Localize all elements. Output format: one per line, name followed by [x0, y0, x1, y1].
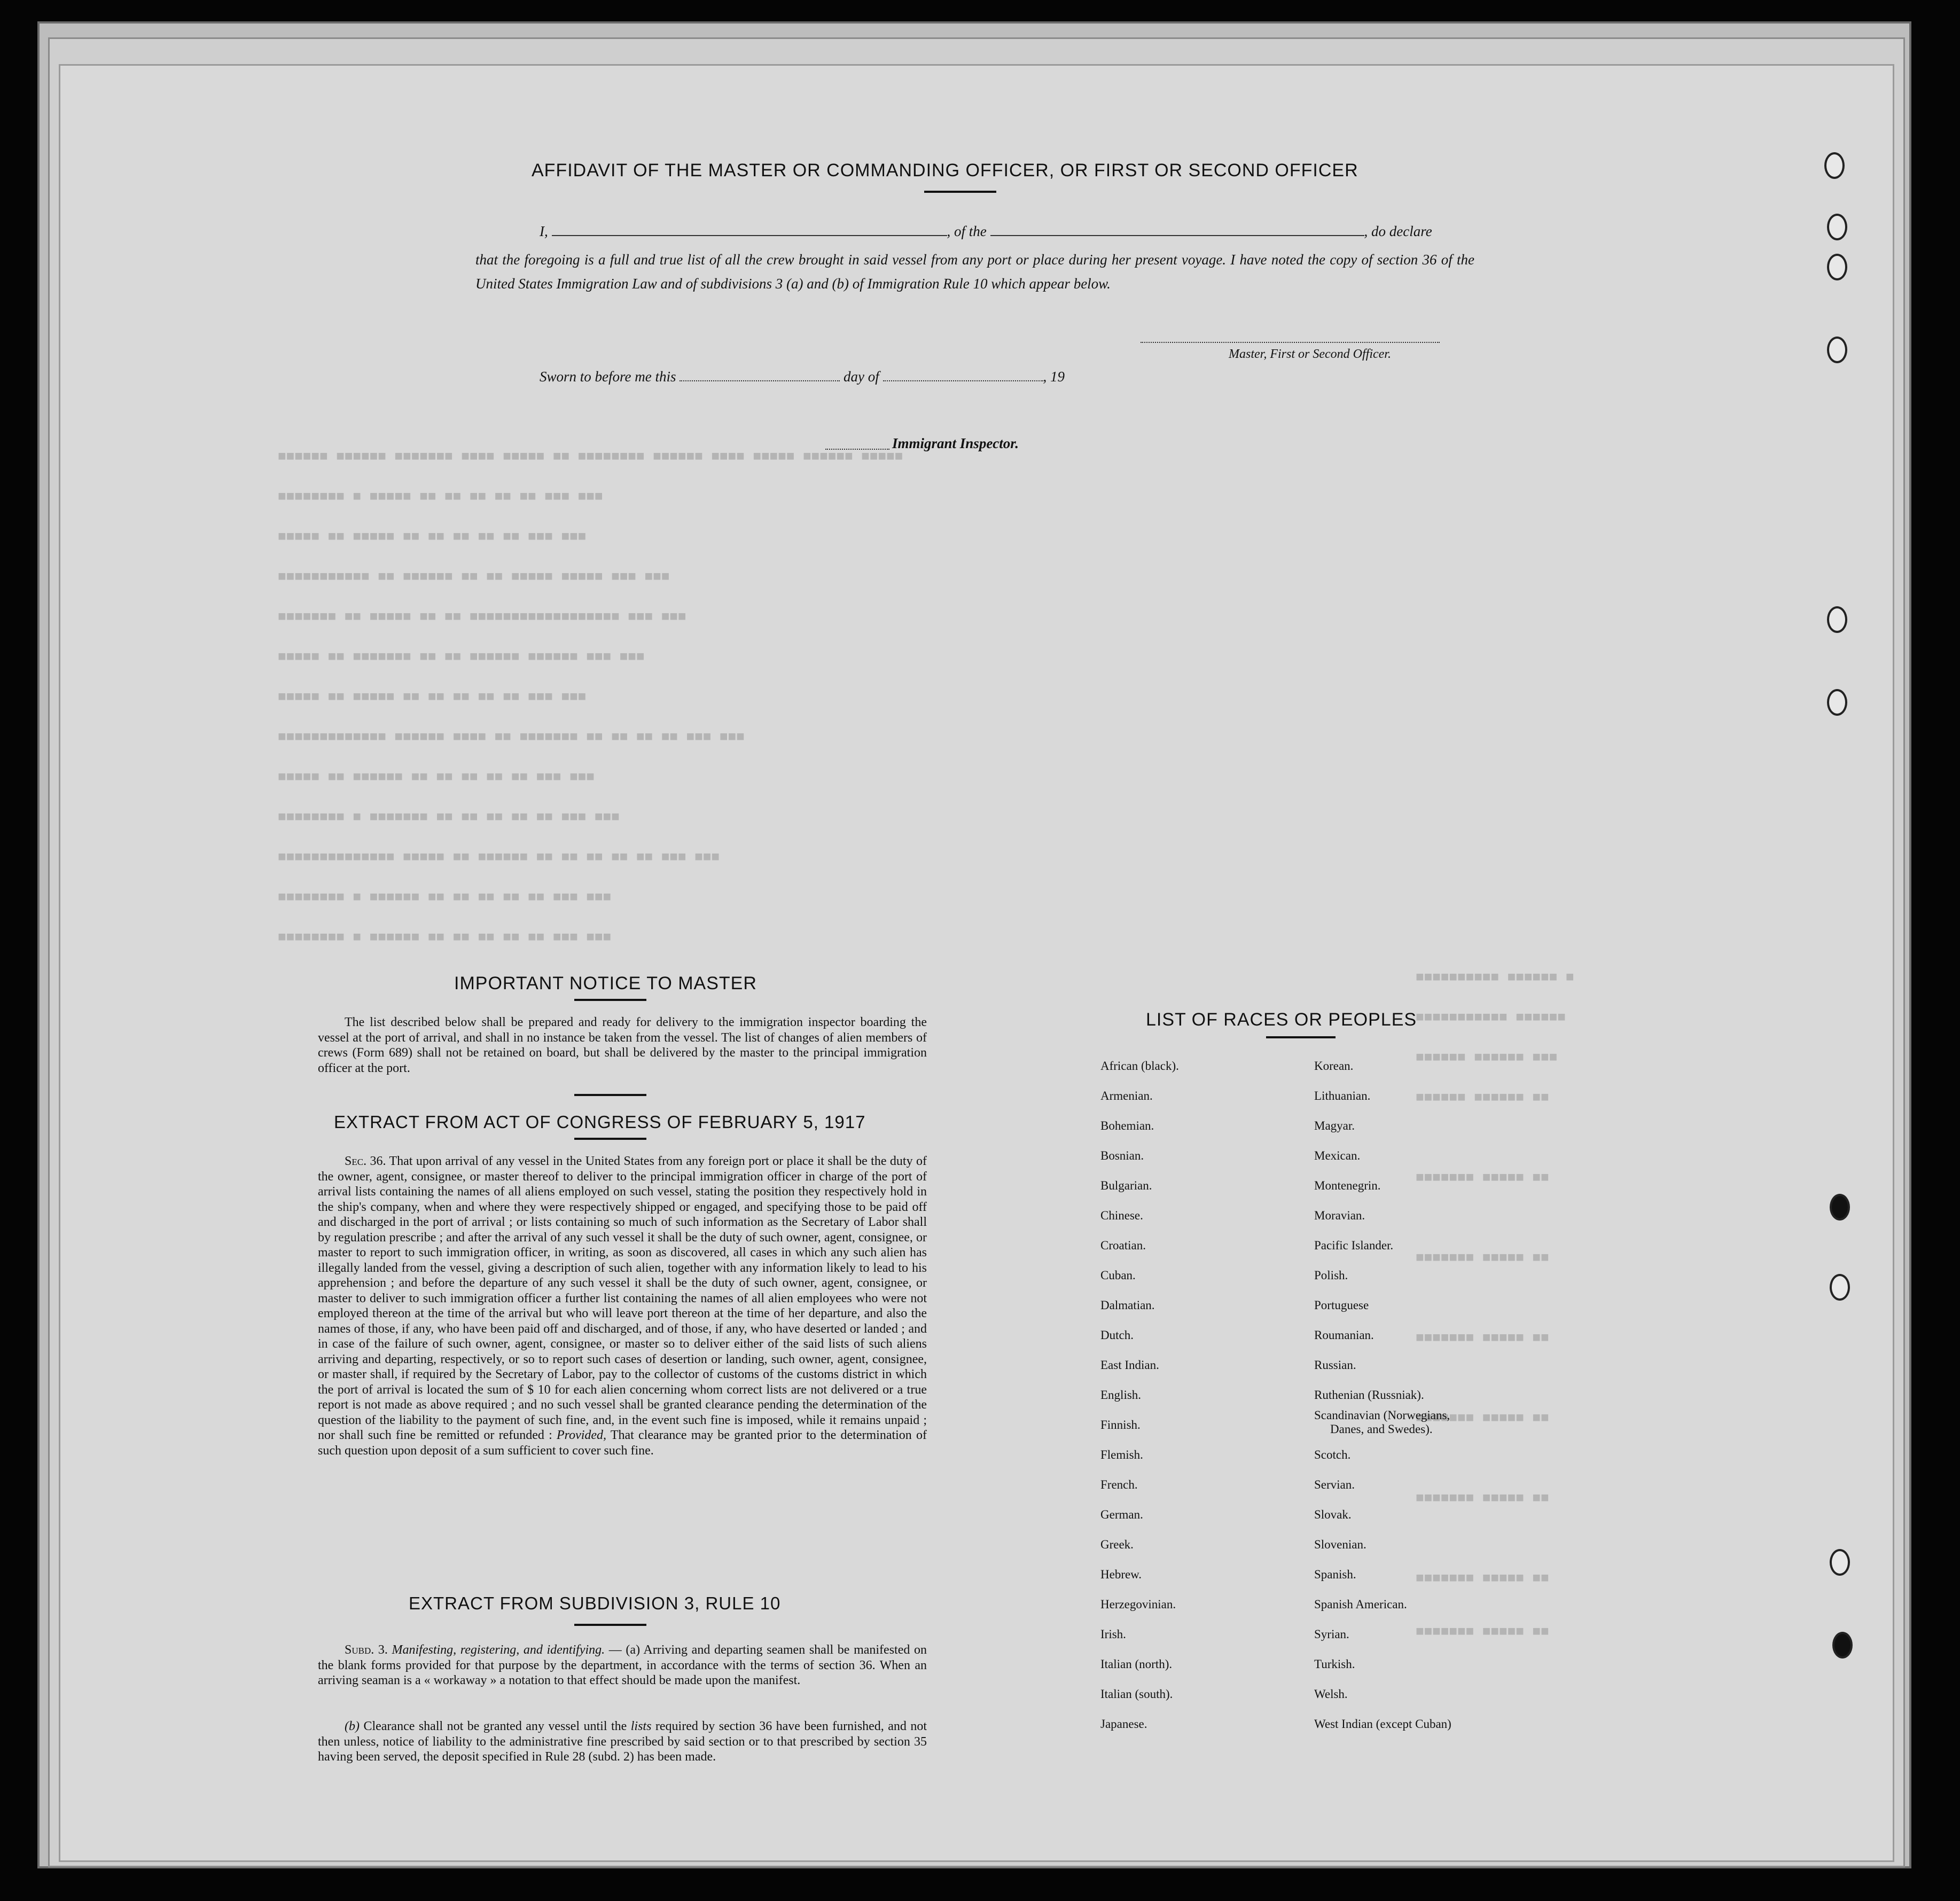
race-right-item: Scandinavian (Norwegians,: [1314, 1409, 1450, 1422]
race-right-item: Slovenian.: [1314, 1538, 1366, 1551]
year-label: , 19: [1043, 369, 1065, 385]
inspector-signature-line[interactable]: [825, 449, 889, 450]
race-left-item: Japanese.: [1100, 1717, 1147, 1731]
rule-title: EXTRACT FROM SUBDIVISION 3, RULE 10: [409, 1593, 781, 1613]
day-of-label: day of: [844, 369, 879, 385]
race-right-item: Scotch.: [1314, 1448, 1351, 1461]
race-left-item: Flemish.: [1100, 1448, 1143, 1461]
act-title-rule: [574, 1138, 646, 1140]
race-left-item: German.: [1100, 1508, 1143, 1521]
binder-hole: [1827, 337, 1847, 363]
race-right-item: Lithuanian.: [1314, 1089, 1371, 1102]
rule-para-b: [318, 1719, 927, 1765]
subd-b-label: (b): [345, 1719, 360, 1733]
race-left-item: Dutch.: [1100, 1328, 1134, 1342]
race-left-item: African (black).: [1100, 1059, 1179, 1073]
race-left-item: Irish.: [1100, 1628, 1126, 1641]
notice-title: IMPORTANT NOTICE TO MASTER: [454, 973, 757, 993]
race-left-item: English.: [1100, 1388, 1142, 1402]
act-title: EXTRACT FROM ACT OF CONGRESS OF FEBRUARY 5, 1917: [334, 1112, 866, 1132]
race-right-item: Pacific Islander.: [1314, 1239, 1394, 1252]
act-rule: [574, 1094, 646, 1096]
binder-hole: [1827, 606, 1847, 633]
race-left-item: Cuban.: [1100, 1269, 1136, 1282]
act-body: [318, 1154, 927, 1458]
race-right-item: Magyar.: [1314, 1119, 1355, 1132]
binder-hole: [1830, 1194, 1850, 1221]
subd-b-lists: lists: [630, 1719, 652, 1733]
race-right-item: Roumanian.: [1314, 1328, 1374, 1342]
race-right-item: Moravian.: [1314, 1209, 1365, 1222]
sec-label: Sec. 36.: [345, 1154, 386, 1168]
race-right-item: Spanish American.: [1314, 1598, 1407, 1611]
race-right-item: Polish.: [1314, 1269, 1348, 1282]
race-left-item: Bulgarian.: [1100, 1179, 1152, 1192]
subd-a-label: — (a): [608, 1643, 641, 1657]
race-left-item: East Indian.: [1100, 1358, 1159, 1372]
subd-b-body-1: Clearance shall not be granted any vessel until the: [363, 1719, 627, 1733]
title-rule: [924, 191, 996, 193]
provided-label: Provided,: [556, 1428, 607, 1442]
notice-rule: [574, 999, 646, 1001]
act-text-end: That clearance may be granted prior to the determination of such question upon deposit of a sum sufficient to cover such fine.: [318, 1428, 927, 1458]
race-right-item: Spanish.: [1314, 1568, 1356, 1581]
sworn-label: Sworn to before me this: [540, 369, 676, 385]
rule-para-a: [318, 1642, 927, 1688]
binder-hole: [1824, 152, 1845, 179]
binder-hole: [1830, 1274, 1850, 1301]
sworn-day-field[interactable]: [680, 380, 840, 381]
race-right-item: Ruthenian (Russniak).: [1314, 1388, 1424, 1402]
subd-b-body-2: required by section 36 have been furnished, and not then unless, notice of liability to the administrative fine prescribed by said section or to that prescribed by section 35 having been served, the deposit specified in Rule 28 (subd. 2) has been made.: [318, 1719, 927, 1764]
race-left-item: Hebrew.: [1100, 1568, 1142, 1581]
sworn-month-field[interactable]: [883, 380, 1043, 381]
race-left-item: Croatian.: [1100, 1239, 1146, 1252]
race-right-item: Korean.: [1314, 1059, 1354, 1073]
declaration-line: [540, 223, 1432, 240]
rule-title-rule: [574, 1624, 646, 1626]
race-left-item: Dalmatian.: [1100, 1298, 1155, 1312]
race-right-item-cont: Danes, and Swedes).: [1330, 1422, 1433, 1436]
race-right-item: Portuguese: [1314, 1298, 1369, 1312]
subd-label: Subd. 3.: [345, 1643, 388, 1657]
race-left-item: Armenian.: [1100, 1089, 1153, 1102]
binder-hole: [1827, 254, 1847, 280]
race-right-item: Slovak.: [1314, 1508, 1352, 1521]
sworn-line: [540, 369, 1065, 385]
race-left-item: French.: [1100, 1478, 1138, 1491]
master-signature-label: Master, First or Second Officer.: [1229, 347, 1391, 361]
races-title: LIST OF RACES OR PEOPLES: [1146, 1010, 1417, 1030]
subd-a-body: Arriving and departing seamen shall be manifested on the blank forms provided for that purpose by the department, in accordance with the terms of section 36. When an arriving seaman is a « workaway » a notation to that effect should be made upon the manifest.: [318, 1643, 927, 1687]
races-rule: [1266, 1036, 1336, 1038]
race-left-item: Bohemian.: [1100, 1119, 1154, 1132]
notice-body: The list described below shall be prepared and ready for delivery to the immigration inspector boarding the vessel at the port of arrival, and shall in no instance be taken from the vessel. The list of changes of alien members of crews (Form 689) shall not be retained on board, but shall be delivered by the master to the principal immigration officer at the port.: [318, 1015, 927, 1075]
inspector-label: Immigrant Inspector.: [892, 435, 1019, 451]
binder-hole: [1827, 214, 1847, 240]
declare-label: , do declare: [1364, 223, 1432, 239]
race-right-item: Syrian.: [1314, 1628, 1349, 1641]
race-left-item: Chinese.: [1100, 1209, 1143, 1222]
subd-heading: Manifesting, registering, and identifying.: [392, 1643, 605, 1657]
affidavit-body: that the foregoing is a full and true list of all the crew brought in said vessel from any port or place during her present voyage. I have noted the copy of section 36 of the United States Immigration Law and of subdivisions 3 (a) and (b) of Immigration Rule 10 which appear below.: [475, 252, 1474, 292]
declarant-name-field[interactable]: [552, 235, 947, 236]
document-page: [59, 64, 1894, 1862]
affidavit-title: AFFIDAVIT OF THE MASTER OR COMMANDING OFFICER, OR FIRST OR SECOND OFFICER: [532, 160, 1358, 181]
race-left-item: Bosnian.: [1100, 1149, 1144, 1162]
of-the-label: , of the: [947, 223, 987, 239]
race-right-item: Montenegrin.: [1314, 1179, 1381, 1192]
race-left-item: Greek.: [1100, 1538, 1134, 1551]
declarant-label: I,: [540, 223, 548, 239]
race-right-item: Servian.: [1314, 1478, 1355, 1491]
race-left-item: Italian (south).: [1100, 1687, 1173, 1701]
vessel-name-field[interactable]: [990, 235, 1364, 236]
race-right-item: Mexican.: [1314, 1149, 1361, 1162]
race-right-item: Russian.: [1314, 1358, 1356, 1372]
race-left-item: Herzegovinian.: [1100, 1598, 1176, 1611]
race-right-item: Welsh.: [1314, 1687, 1348, 1701]
act-text: That upon arrival of any vessel in the United States from any foreign port or place it shall be the duty of the owner, agent, consignee, or master thereof to deliver to the principal immigration officer in charge of the port of arrival lists containing the names of all aliens employed on such vessel, stating the position they respectively hold in the ship's company, when and where they were respectively shipped or engaged, and specifying those to be paid off and discharged in the port of arrival ; or lists containing so much of such information as the Secretary of Labor shall by regulation prescribe ; and after the arrival of any such vessel it shall be the duty of such owner, agent, consignee, or master to report to such immigration officer, in writing, as soon as discovered, all cases in which any such alien has illegally landed from the vessel, giving a description of such alien, together with any information likely to lead to his apprehension ; and before the departure of any such vessel it shall be the duty of such owner, agent, consignee, or master to deliver to such immigration officer a further list containing the names of all alien employees who were not employed thereon at the time of the arrival but who will leave port thereon at the time of her departure, and also the names of those, if any, who have been paid off and discharged, and of those, if any, who have deserted or landed ; and in case of the failure of such owner, agent, consignee, or master so to deliver either of the said lists of such aliens arriving and departing, respectively, or so to report such cases of desertion or landing, such owner, agent, consignee, or master shall, if required by the Secretary of Labor, pay to the collector of customs of the customs district in which the port of arrival is located the sum of $ 10 for each alien concerning whom correct lists are not delivered or a true report is not made as above required ; and no such vessel shall be granted clearance pending the determination of the question of the liability to the payment of such fine, and, in the event such fine is imposed, while it remains unpaid ; nor shall such fine be remitted or refunded :: [318, 1154, 927, 1442]
race-left-item: Italian (north).: [1100, 1657, 1173, 1671]
binder-hole: [1827, 689, 1847, 716]
binder-hole: [1830, 1549, 1850, 1576]
race-left-item: Finnish.: [1100, 1418, 1141, 1431]
binder-hole: [1832, 1632, 1853, 1659]
race-right-item: West Indian (except Cuban): [1314, 1717, 1451, 1731]
race-right-item: Turkish.: [1314, 1657, 1355, 1671]
master-signature-line[interactable]: [1141, 342, 1440, 343]
